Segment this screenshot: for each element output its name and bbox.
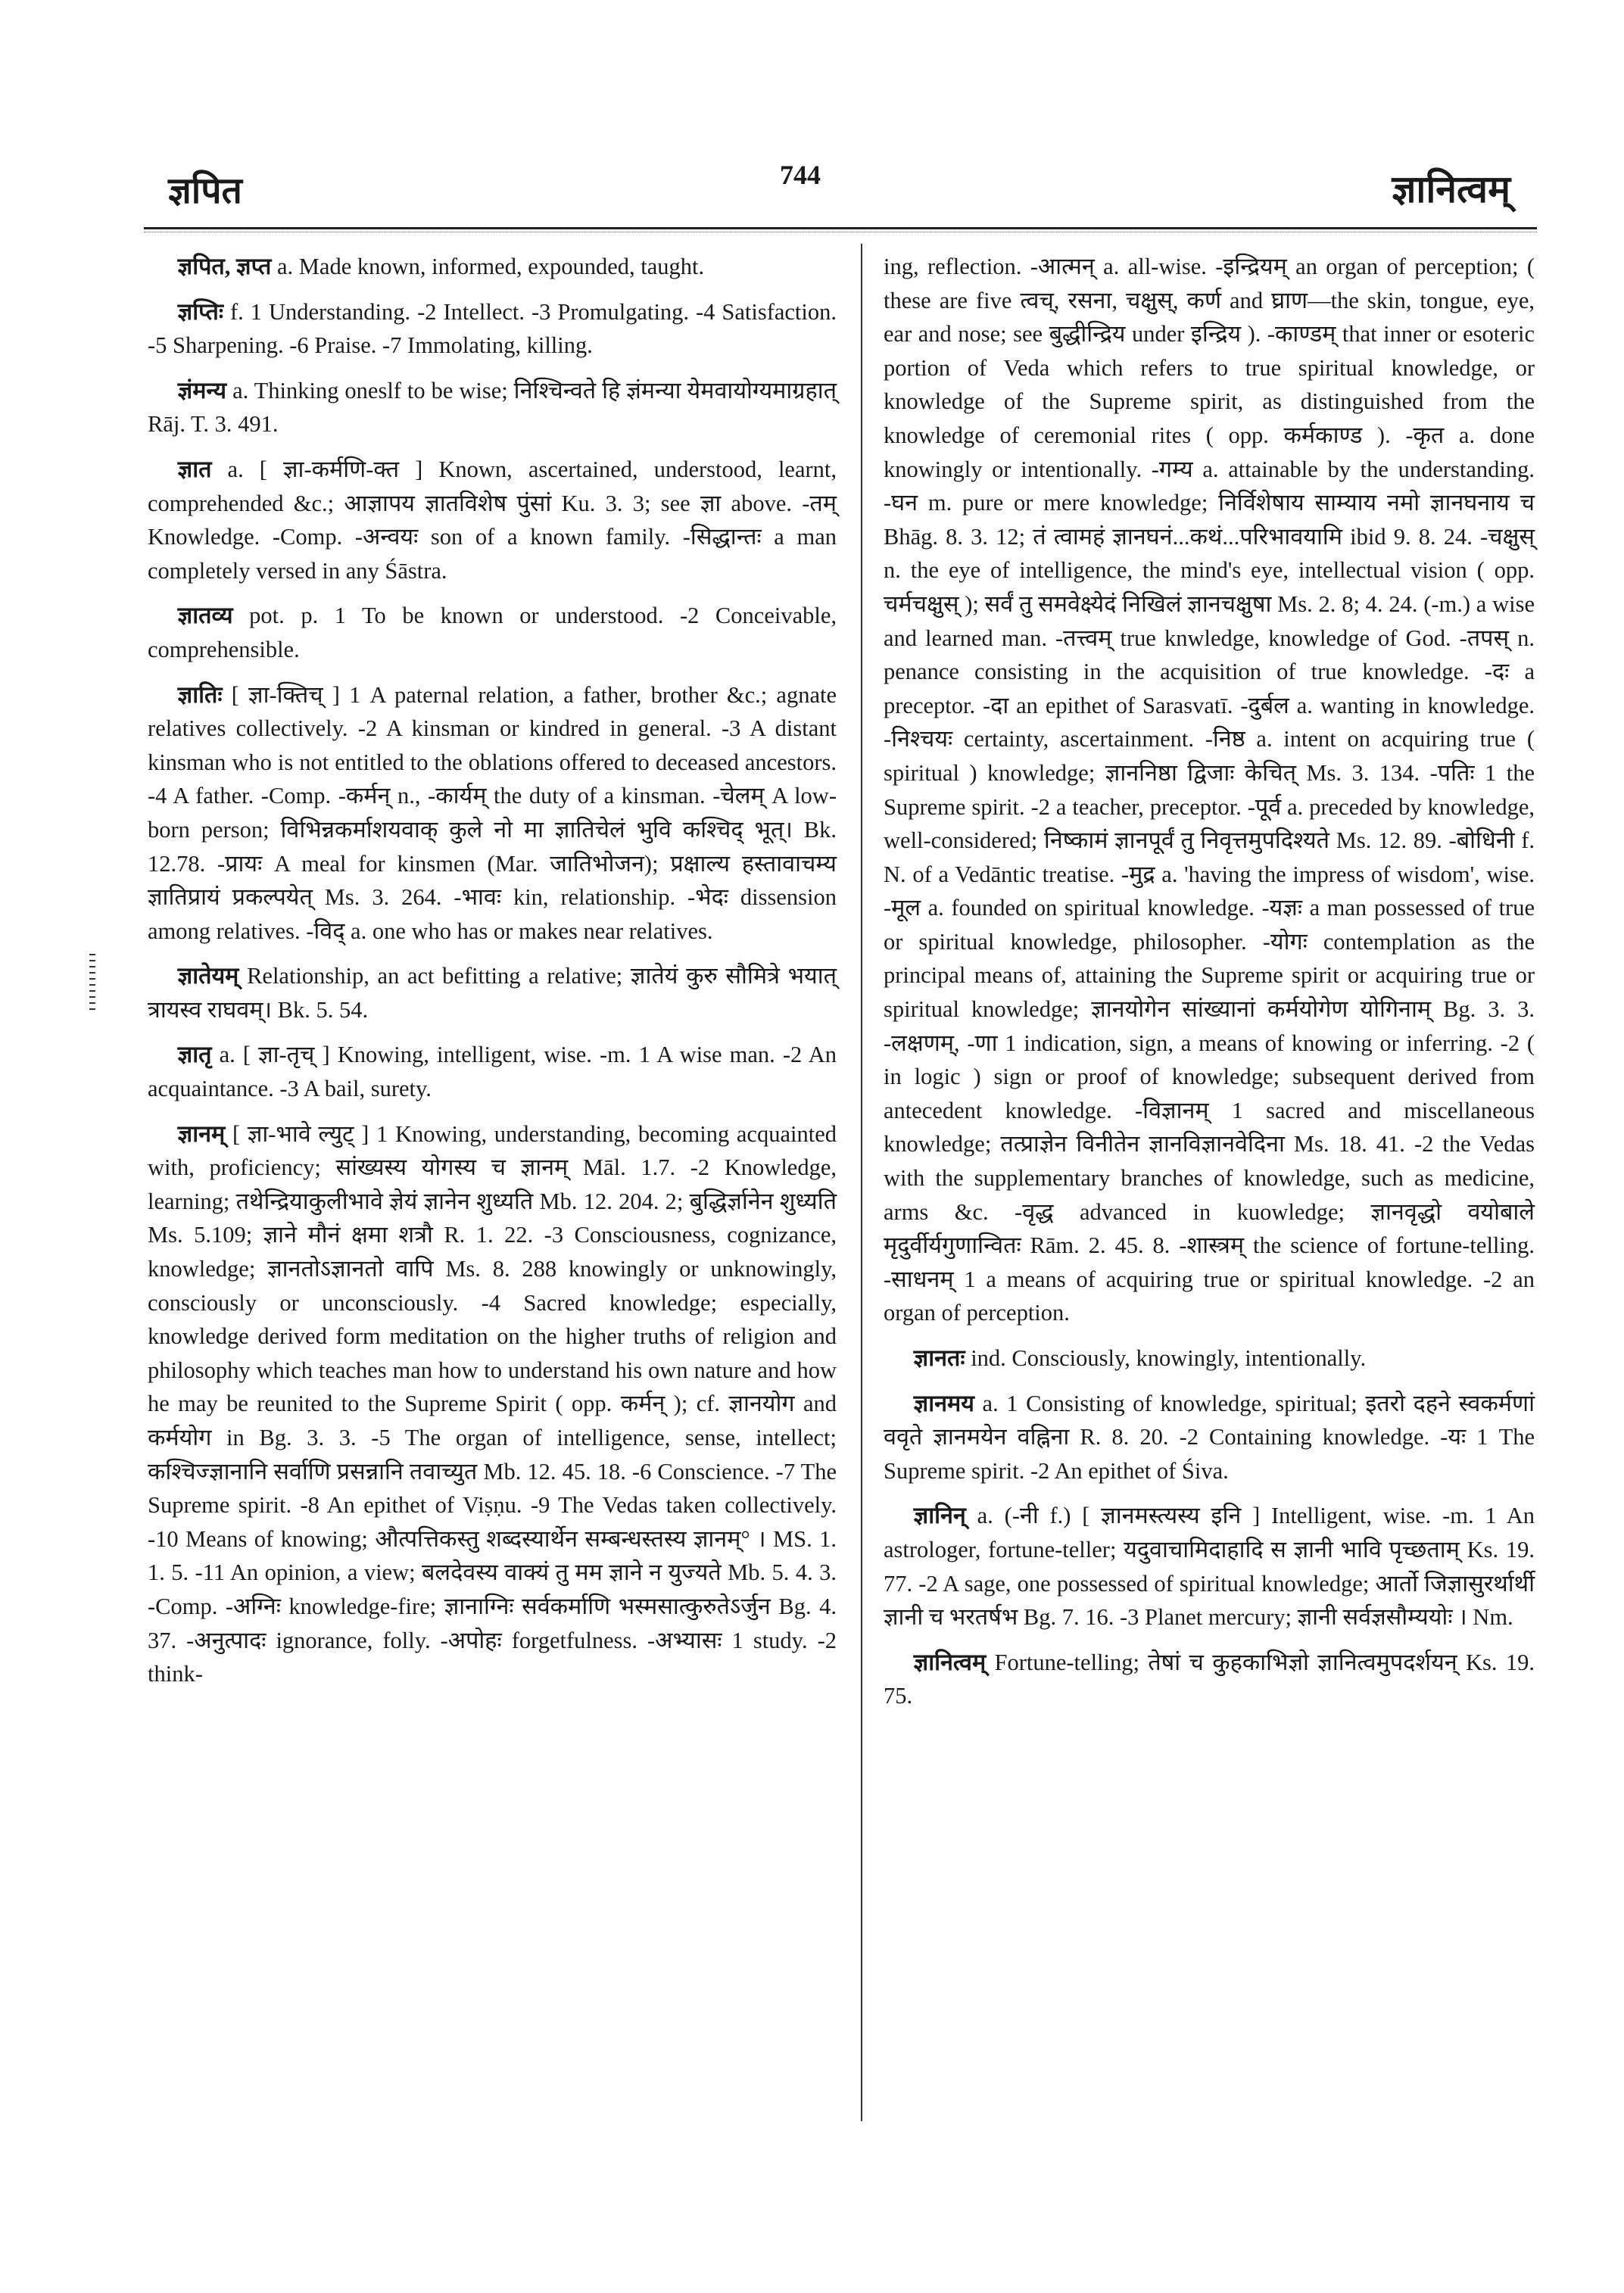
dictionary-entry <box>148 1117 837 1691</box>
entry-body: pot. p. 1 To be known or understood. -2 Conceivable, comprehensible. <box>148 603 837 662</box>
dictionary-entry <box>148 295 837 363</box>
entry-body: [ ज्ञा-क्तिच् ] 1 A paternal relation, a father, brother &c.; agnate relatives collectively. -2 A kinsman or kindred in general. -3 A distant kinsman who is not entitled to the oblations offered to deceased ancestors. -4 A father. -Comp. -कर्मन् n., -कार्यम् the duty of a kinsman. -चेलम् A low-born person; विभिन्नकर्माशयवाक् कुले नो मा ज्ञातिचेलं भुवि कश्चिद् भूत्। Bk. 12.78. -प्रायः A meal for kinsmen (Mar. जातिभोजन); प्रक्षाल्य हस्तावाचम्य ज्ञातिप्रायं प्रकल्पयेत् Ms. 3. 264. -भावः kin, relationship. -भेदः dissension among relatives. -विद् a. one who has or makes near relatives. <box>148 681 837 944</box>
entry-body: a. 1 Consisting of knowledge, spiritual; इतरो दहने स्वकर्मणां ववृते ज्ञानमयेन वह्निना R. 8. 20. -2 Containing knowledge. -यः 1 The Supreme spirit. -2 An epithet of Śiva. <box>884 1390 1535 1484</box>
entry-headword: ज्ञात <box>177 456 212 482</box>
dictionary-entry <box>148 678 837 949</box>
entry-headword: ज्ञानित्वम् <box>913 1649 987 1675</box>
entry-body: a. Made known, informed, expounded, taught. <box>271 254 705 279</box>
dictionary-entry <box>148 959 837 1027</box>
entry-headword: ज्ञंमन्य <box>177 377 227 403</box>
entry-headword: ज्ञानिन् <box>913 1503 966 1529</box>
entry-body: f. 1 Understanding. -2 Intellect. -3 Promulgating. -4 Satisfaction. -5 Sharpening. -6 Praise. -7 Immolating, killing. <box>148 298 837 359</box>
entry-body: Relationship, an act befitting a relative; ज्ञातेयं कुरु सौमित्रे भयात् त्रायस्व राघवम्। Bk. 5. 54. <box>148 963 837 1023</box>
dictionary-entry <box>148 250 837 284</box>
left-column <box>148 250 837 1703</box>
dictionary-entry <box>148 1038 837 1105</box>
entry-headword: ज्ञानम् <box>177 1120 226 1147</box>
dictionary-entry <box>884 1341 1535 1375</box>
entry-headword: ज्ञातेयम् <box>177 963 239 989</box>
dictionary-entry <box>148 453 837 587</box>
entry-headword: ज्ञातव्य <box>177 603 233 629</box>
margin-mark <box>89 954 95 1014</box>
dictionary-entry <box>148 599 837 666</box>
running-head-left: ज्ञपित <box>168 171 242 211</box>
entry-headword: ज्ञानमय <box>913 1390 974 1416</box>
dictionary-entry <box>884 1387 1535 1488</box>
entry-body: Fortune-telling; तेषां च कुहकाभिज्ञो ज्ञानित्वमुपदर्शयन् Ks. 19. 75. <box>884 1649 1535 1709</box>
entry-body: a. Thinking oneslf to be wise; निश्चिन्वते हि ज्ञंमन्या येमवायोग्यमाग्रहात् Rāj. T. 3. 491. <box>148 377 837 438</box>
page-number: 744 <box>780 160 821 190</box>
entry-body: [ ज्ञा-भावे ल्युट् ] 1 Knowing, understanding, becoming acquainted with, proficiency; सांख्यस्य योगस्य च ज्ञानम् Māl. 1.7. -2 Knowledge, learning; तथेन्द्रियाकुलीभावे ज्ञेयं ज्ञानेन शुध्यति Mb. 12. 204. 2; बुद्धिर्ज्ञानेन शुध्यति Ms. 5.109; ज्ञाने मौनं क्षमा शत्रौ R. 1. 22. -3 Consciousness, cognizance, knowledge; ज्ञानतोऽज्ञानतो वापि Ms. 8. 288 knowingly or unknowingly, consciously or unconsciously. -4 Sacred knowledge; especially, knowledge derived form meditation on the higher truths of religion and philosophy which teaches man how to understand his own nature and how he may be reunited to the Supreme Spirit ( opp. कर्मन् ); cf. ज्ञानयोग and कर्मयोग in Bg. 3. 3. -5 The organ of intelligence, sense, intellect; कश्चिज्ज्ञानानि सर्वाणि प्रसन्नानि तवाच्युत Mb. 12. 45. 18. -6 Conscience. -7 The Supreme spirit. -8 An epithet of Viṣṇu. -9 The Vedas taken collectively. -10 Means of knowing; औत्पत्तिकस्तु शब्दस्यार्थेन सम्बन्धस्तस्य ज्ञानम्° । MS. 1. 1. 5. -11 An opinion, a view; बलदेवस्य वाक्यं तु मम ज्ञाने न युज्यते Mb. 5. 4. 3. -Comp. -अग्निः knowledge-fire; ज्ञानाग्निः सर्वकर्माणि भस्मसात्कुरुतेऽर्जुन Bg. 4. 37. -अनुत्पादः ignorance, folly. -अपोहः forgetfulness. -अभ्यासः 1 study. -2 think- <box>148 1120 837 1687</box>
entry-body: a. (-नी f.) [ ज्ञानमस्त्यस्य इनि ] Intelligent, wise. -m. 1 An astrologer, fortune-teller; यदुवाचामिदाहादि स ज्ञानी भावि पृच्छताम् Ks. 19. 77. -2 A sage, one possessed of spiritual knowledge; आर्तो जिज्ञासुरर्थार्थी ज्ञानी च भरतर्षभ Bg. 7. 16. -3 Planet mercury; ज्ञानी सर्वज्ञसौम्ययोः । Nm. <box>884 1503 1535 1631</box>
running-head-right: ज्ञानित्वम् <box>1392 168 1510 210</box>
right-column <box>884 250 1535 1724</box>
entry-body: ind. Consciously, knowingly, intentionally. <box>965 1345 1367 1371</box>
dictionary-entry <box>884 1499 1535 1634</box>
dictionary-entry <box>884 250 1535 1330</box>
entry-headword: ज्ञानतः <box>913 1345 965 1371</box>
entry-body: ing, reflection. -आत्मन् a. all-wise. -इन्द्रियम् an organ of perception; ( these are five त्वच्, रसना, चक्षुस्, कर्ण and घ्राण—the skin, tongue, eye, ear and nose; see बुद्धीन्द्रिय under इन्द्रिय ). -काण्डम् that inner or esoteric portion of Veda which refers to true spiritual knowledge, or knowledge of the Supreme spirit, as distinguished from the knowledge of ceremonial rites ( opp. कर्मकाण्ड ). -कृत a. done knowingly or intentionally. -गम्य a. attainable by the understanding. -घन m. pure or mere knowledge; निर्विशेषाय साम्याय नमो ज्ञानघनाय च Bhāg. 8. 3. 12; तं त्वामहं ज्ञानघनं...कथं...परिभावयामि ibid 9. 8. 24. -चक्षुस् n. the eye of intelligence, the mind's eye, intellectual vision ( opp. चर्मचक्षुस् ); सर्वं तु समवेक्ष्येदं निखिलं ज्ञानचक्षुषा Ms. 2. 8; 4. 24. (-m.) a wise and learned man. -तत्त्वम् true knwledge, knowledge of God. -तपस् n. penance consisting in the acquisition of true knowledge. -दः a preceptor. -दा an epithet of Sarasvatī. -दुर्बल a. wanting in knowledge. -निश्चयः certainty, ascertainment. -निष्ठ a. intent on acquiring true ( spiritual ) knowledge; ज्ञाननिष्ठा द्विजाः केचित् Ms. 3. 134. -पतिः 1 the Supreme spirit. -2 a teacher, preceptor. -पूर्व a. preceded by knowledge, well-considered; निष्कामं ज्ञानपूर्वं तु निवृत्तमुपदिश्यते Ms. 12. 89. -बोधिनी f. N. of a Vedāntic treatise. -मुद्र a. 'having the impress of wisdom', wise. -मूल a. founded on spiritual knowledge. -यज्ञः a man possessed of true or spiritual knowledge, philosopher. -योगः contemplation as the principal means of, attaining the Supreme spirit or acquiring true or spiritual knowledge; ज्ञानयोगेन सांख्यानां कर्मयोगेण योगिनाम् Bg. 3. 3. -लक्षणम्, -णा 1 indication, sign, a means of knowing or inferring. -2 ( in logic ) sign or proof of knowledge; subsequent derived from antecedent knowledge. -विज्ञानम् 1 sacred and miscellaneous knowledge; तत्प्राज्ञेन विनीतेन ज्ञानविज्ञानवेदिना Ms. 18. 41. -2 the Vedas with the supplementary branches of knowledge, such as medicine, arms &c. -वृद्ध advanced in kuowledge; ज्ञानवृद्धो वयोबाले मृदुर्वीर्यगुणान्वितः Rām. 2. 45. 8. -शास्त्रम् the science of fortune-telling. -साधनम् 1 a means of acquiring true or spiritual knowledge. -2 an organ of perception. <box>884 254 1535 1326</box>
entry-headword: ज्ञपित, ज्ञप्त <box>177 254 272 279</box>
entry-headword: ज्ञातिः <box>177 681 223 708</box>
entry-headword: ज्ञातृ <box>177 1042 212 1068</box>
entry-body: a. [ ज्ञा-कर्मणि-क्त ] Known, ascertained, understood, learnt, comprehended &c.; आज्ञापय ज्ञातविशेष पुंसां Ku. 3. 3; see ज्ञा above. -तम् Knowledge. -Comp. -अन्वयः son of a known family. -सिद्धान्तः a man completely versed in any Śāstra. <box>148 456 837 584</box>
entry-body: a. [ ज्ञा-तृच् ] Knowing, intelligent, wise. -m. 1 A wise man. -2 An acquaintance. -3 A bail, surety. <box>148 1042 837 1102</box>
dictionary-entry <box>148 374 837 441</box>
column-divider <box>861 244 862 2121</box>
dictionary-entry <box>884 1646 1535 1713</box>
header-rule <box>144 227 1537 229</box>
entry-headword: ज्ञप्तिः <box>177 298 224 325</box>
